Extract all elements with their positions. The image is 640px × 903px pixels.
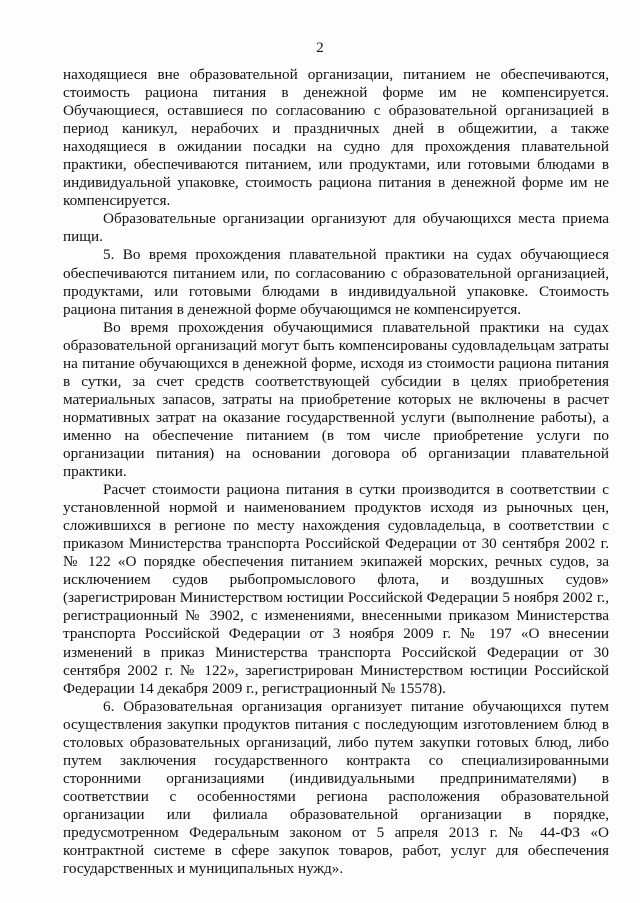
paragraph-meal-places: Образовательные организации организуют для обучающихся места приема пищи.	[63, 210, 609, 246]
paragraph-item-5: 5. Во время прохождения плавательной практики на судах обучающиеся обеспечиваются питанием или, по согласованию с образовательной организацией, продуктами, или готовыми блюдами в индивидуальной упаковке. Стоимость рациона питания в денежной форме обучающимся не компенсируется.	[63, 246, 609, 318]
paragraph-compensation: Во время прохождения обучающимися плавательной практики на судах образовательной организаций могут быть компенсированы судовладельцам затраты на питание обучающихся в денежной форме, исходя из стоимости рациона питания в сутки, за счет средств соответствующей субсидии в целях приобретения материальных запасов, затраты на приобретение которых не включены в расчет нормативных затрат на оказание государственной услуги (выполнение работы), а именно на обеспечение питанием (в том числе приобретение услуги по организации питания) на основании договора об организации плавательной практики.	[63, 318, 609, 481]
paragraph-ration-calculation: Расчет стоимости рациона питания в сутки производится в соответствии с установленной нормой и наименованием продуктов исходя из рыночных цен, сложившихся в регионе по месту нахождения судовладельца, в соответствии с приказом Министерства транспорта Российской Федерации от 30 сентября 2002 г. № 122 «О порядке обеспечения питанием экипажей морских, речных судов, за исключением судов рыбопромыслового флота, и воздушных судов» (зарегистрирован Министерством юстиции Российской Федерации 5 ноября 2002 г., регистрационный № 3902, с изменениями, внесенными приказом Министерства транспорта Российской Федерации от 3 ноября 2009 г. № 197 «О внесении изменений в приказ Министерства транспорта Российской Федерации от 30 сентября 2002 г. № 122», зарегистрирован Министерством юстиции Российской Федерации 14 декабря 2009 г., регистрационный № 15578).	[63, 481, 609, 697]
paragraph-item-6: 6. Образовательная организация организует питание обучающихся путем осуществления закупки продуктов питания с последующим изготовлением блюд в столовых образовательных организаций, либо путем закупки готовых блюд, либо путем заключения государственного контракта со специализированными сторонними организациями (индивидуальными предпринимателями) в соответствии с особенностями региона расположения образовательной организации или филиала образовательной организации в порядке, предусмотренном Федеральным законом от 5 апреля 2013 г. № 44-ФЗ «О контрактной системе в сфере закупок товаров, работ, услуг для обеспечения государственных и муниципальных нужд».	[63, 697, 609, 878]
document-body	[63, 66, 609, 878]
page-number: 2	[316, 40, 324, 56]
paragraph-continuation: находящиеся вне образовательной организации, питанием не обеспечиваются, стоимость рациона питания в денежной форме им не компенсируется. Обучающиеся, оставшиеся по согласованию с образовательной организацией в период каникул, нерабочих и праздничных дней в общежитии, а также находящиеся в ожидании посадки на судно для прохождения плавательной практики, обеспечиваются питанием, или продуктами, или готовыми блюдами в индивидуальной упаковке, стоимость рациона питания в денежной форме им не компенсируется.	[63, 66, 609, 210]
